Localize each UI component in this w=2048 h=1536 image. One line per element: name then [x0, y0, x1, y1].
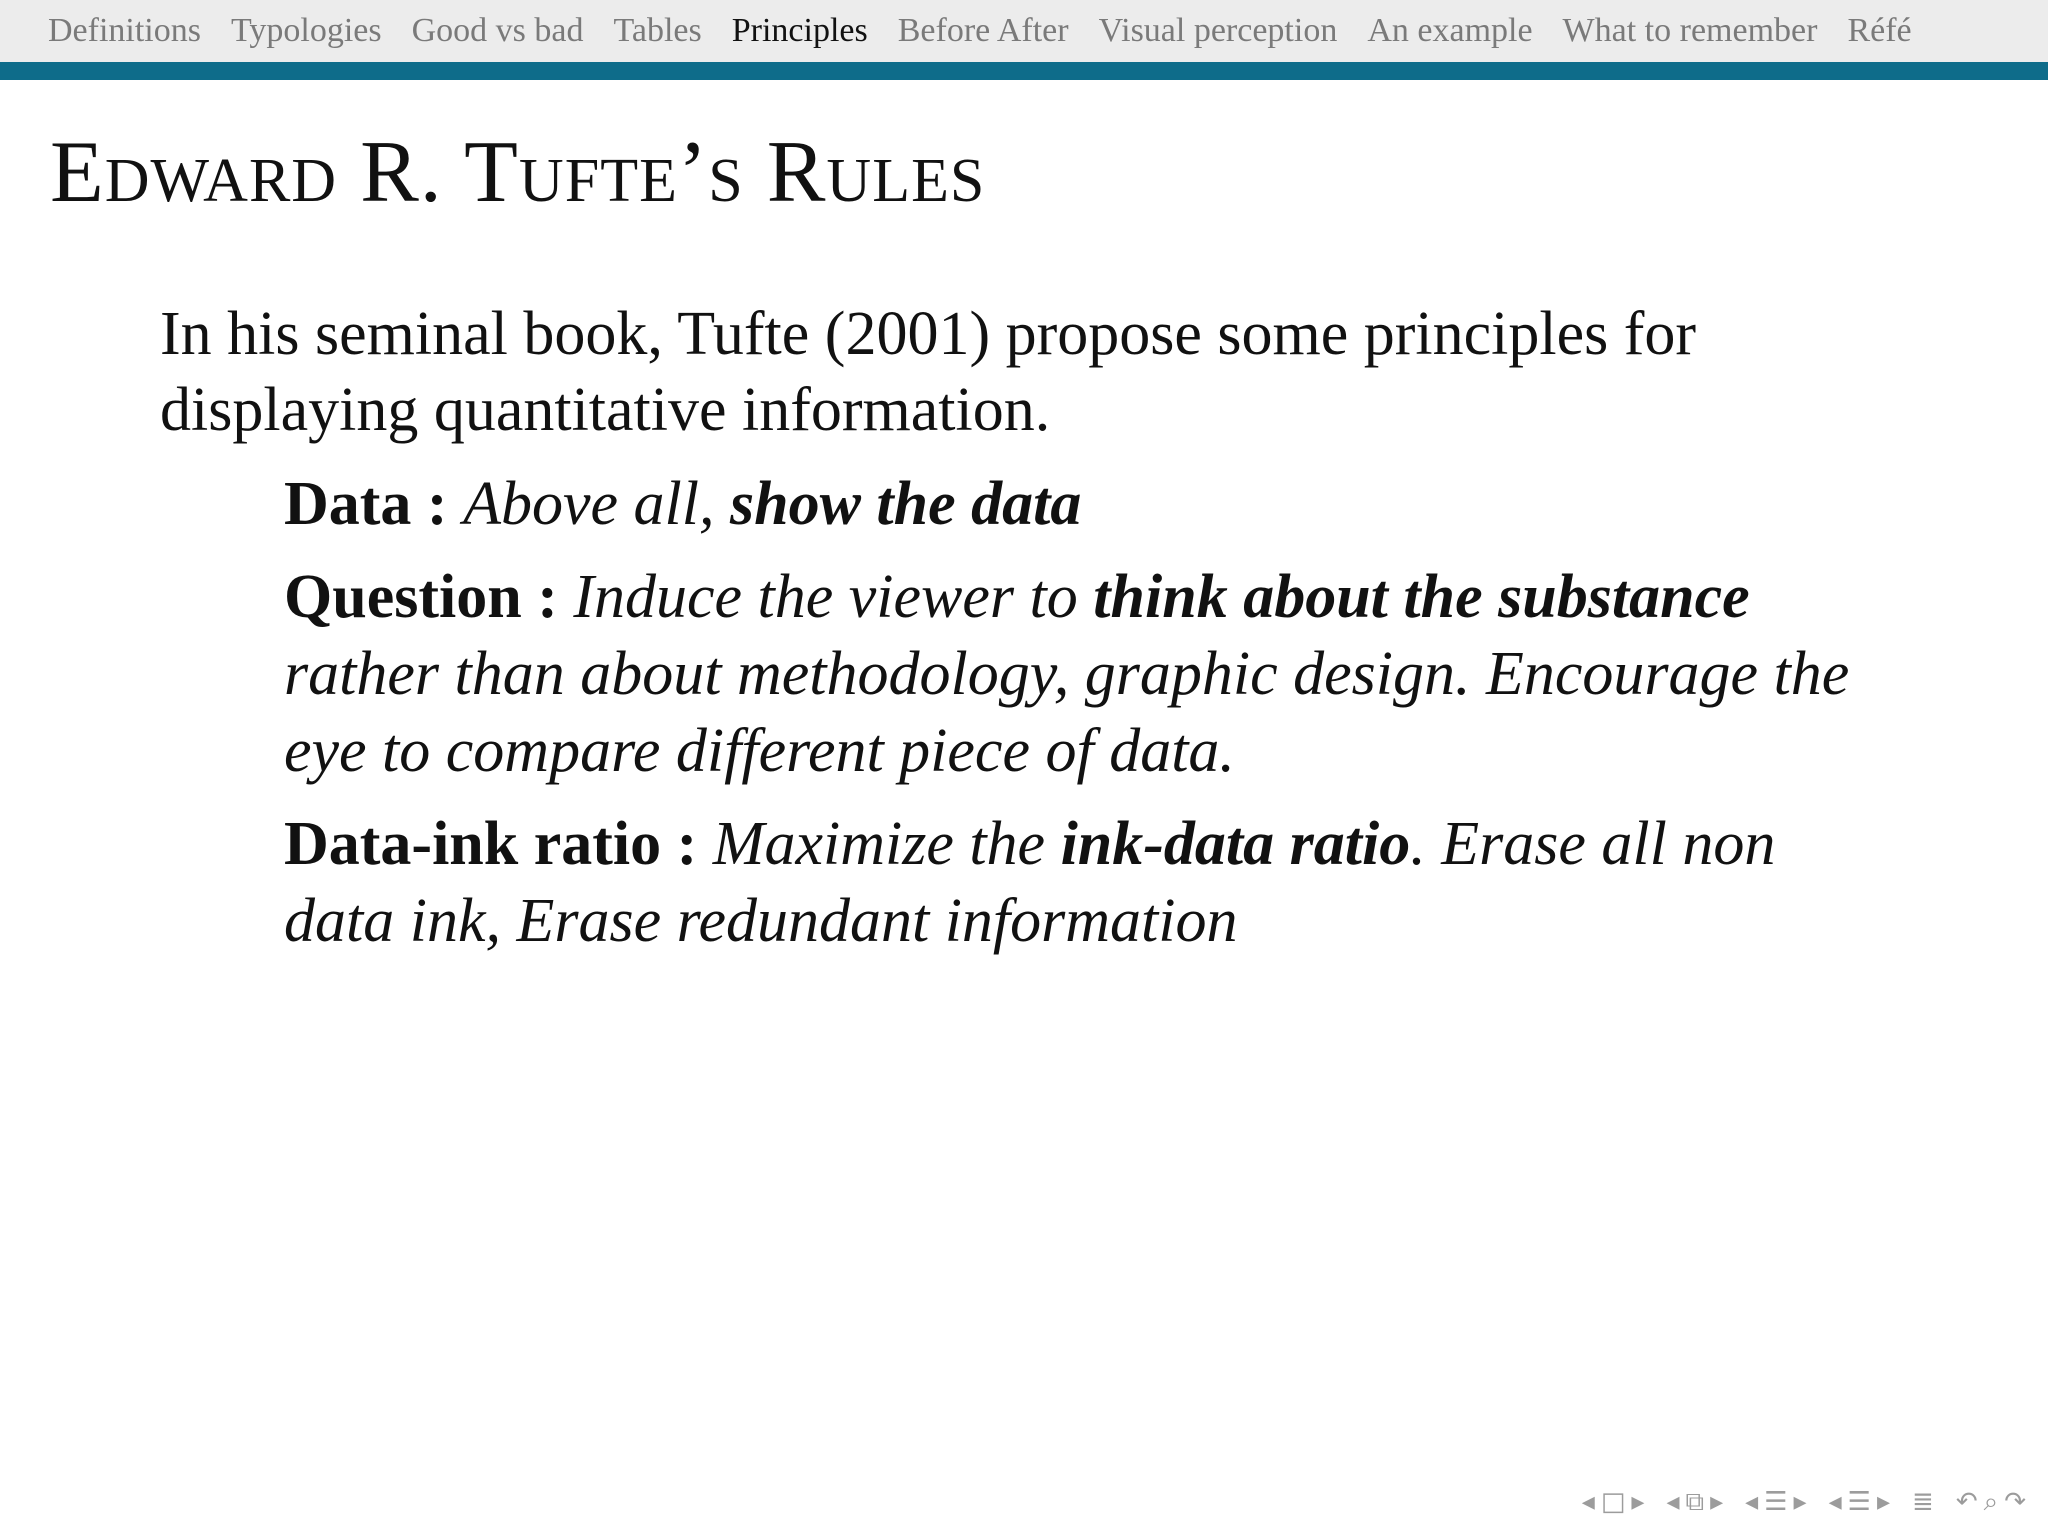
nav-item-what-to-remember[interactable]: What to remember: [1562, 12, 1818, 49]
principle-data-ink-ratio: [284, 806, 1864, 960]
outline-icon[interactable]: ≣: [1912, 1487, 1934, 1517]
description-emphasis: show the data: [729, 470, 1082, 538]
principle-question: [284, 559, 1864, 790]
frame-icon[interactable]: □: [1600, 1487, 1626, 1517]
section-icon[interactable]: ☰: [1764, 1487, 1788, 1517]
description-text-continued: rather than about methodology, graphic design. Encourage the eye to compare different piece of data.: [284, 640, 1850, 785]
document-icon[interactable]: ☰: [1847, 1487, 1871, 1517]
nav-item-before-after[interactable]: Before After: [897, 12, 1069, 49]
description-text: Above all,: [463, 470, 715, 538]
frame-prev-icon[interactable]: ◂: [1581, 1487, 1595, 1517]
nav-item-tables[interactable]: Tables: [613, 12, 702, 49]
document-prev-icon[interactable]: ◂: [1828, 1487, 1842, 1517]
description-text: Maximize the: [712, 810, 1046, 878]
navigation-bar: [0, 0, 2048, 62]
beamer-navigation-controls: [1576, 1482, 2026, 1522]
description-text-continued: . Erase all non data ink, Erase redundant information: [284, 810, 1776, 955]
section-next-icon[interactable]: ▸: [1793, 1487, 1807, 1517]
slide-title: Edward R. Tufte’s Rules: [50, 124, 986, 221]
subsection-next-icon[interactable]: ▸: [1710, 1487, 1724, 1517]
description-emphasis: ink-data ratio: [1060, 810, 1411, 878]
nav-item-typologies[interactable]: Typologies: [230, 12, 382, 49]
frame-next-icon[interactable]: ▸: [1631, 1487, 1645, 1517]
nav-item-references[interactable]: Réfé: [1847, 12, 1912, 49]
redo-icon[interactable]: ↷: [2004, 1487, 2026, 1517]
nav-item-principles[interactable]: Principles: [731, 12, 868, 49]
document-next-icon[interactable]: ▸: [1876, 1487, 1891, 1517]
principle-description: [463, 470, 1081, 538]
subsection-prev-icon[interactable]: ◂: [1666, 1487, 1680, 1517]
principle-term: Data :: [284, 470, 448, 538]
principle-term: Question :: [284, 563, 558, 631]
description-text: Induce the viewer to: [573, 563, 1078, 631]
nav-item-good-vs-bad[interactable]: Good vs bad: [411, 12, 584, 49]
principle-data: [284, 466, 1864, 543]
nav-item-an-example[interactable]: An example: [1367, 12, 1533, 49]
nav-item-visual-perception[interactable]: Visual perception: [1098, 12, 1338, 49]
search-icon[interactable]: ⌕: [1983, 1486, 1999, 1517]
section-prev-icon[interactable]: ◂: [1745, 1487, 1759, 1517]
principle-term: Data-ink ratio :: [284, 810, 698, 878]
description-emphasis: think about the substance: [1093, 563, 1750, 631]
nav-item-definitions[interactable]: Definitions: [48, 12, 201, 49]
section-nav: [48, 0, 1942, 62]
accent-rule: [0, 62, 2048, 80]
subsection-icon[interactable]: ⧉: [1685, 1486, 1705, 1517]
undo-icon[interactable]: ↶: [1955, 1487, 1978, 1517]
intro-paragraph: In his seminal book, Tufte (2001) propose some principles for displaying quantitative information.: [160, 300, 1697, 444]
